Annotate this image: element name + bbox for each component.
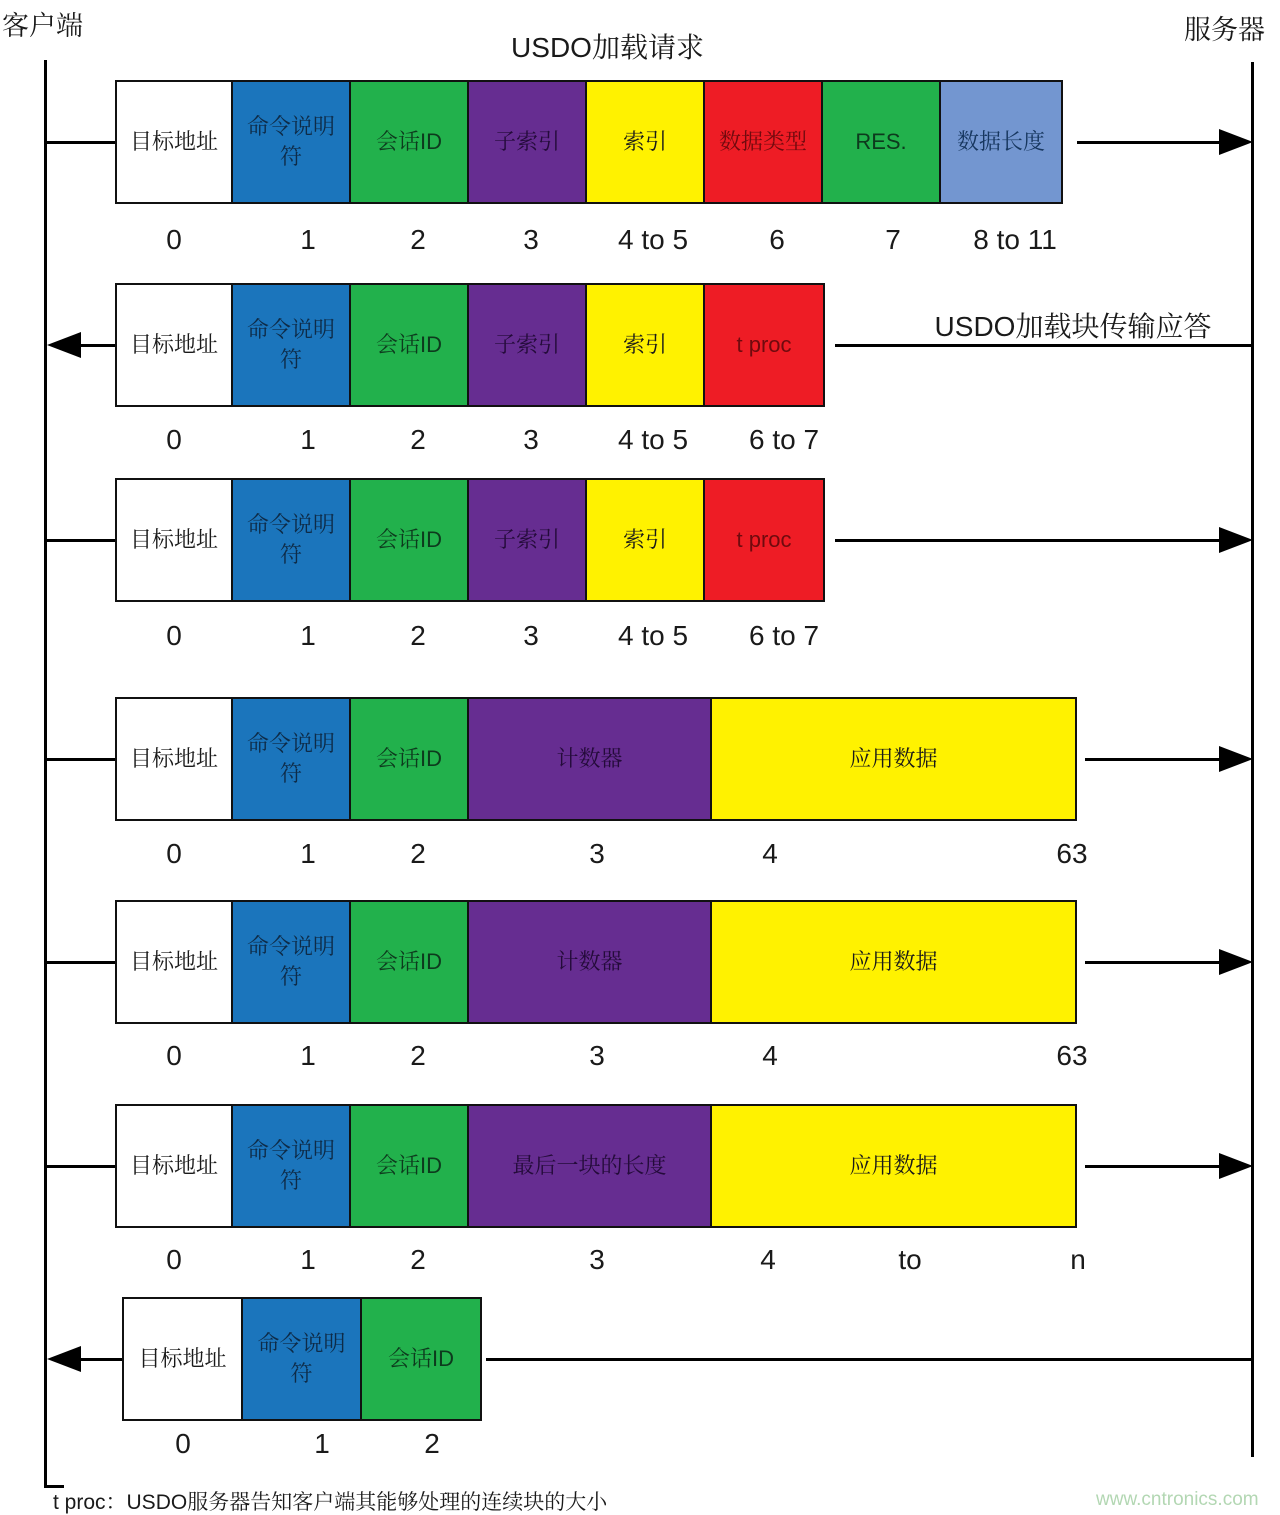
field-session-id: 会话ID <box>349 478 469 602</box>
field-target-address: 目标地址 <box>122 1297 243 1421</box>
byte-index-label: 2 <box>410 424 426 455</box>
field-session-id: 会话ID <box>349 80 469 204</box>
byte-index-label: 1 <box>300 1040 316 1071</box>
field-command-specifier: 命令说明符 <box>231 80 351 204</box>
byte-index-label: n <box>1070 1244 1086 1275</box>
field-app-data: 应用数据 <box>710 697 1077 821</box>
byte-index-label: 0 <box>166 620 182 651</box>
field-session-id: 会话ID <box>349 283 469 407</box>
arrow-to-client <box>47 332 81 358</box>
byte-index-label: 0 <box>166 1244 182 1275</box>
byte-index-label: 3 <box>589 838 605 869</box>
field-index: 索引 <box>585 80 705 204</box>
field-target-address: 目标地址 <box>115 478 233 602</box>
byte-index-label: 2 <box>410 1040 426 1071</box>
connector-line <box>46 758 115 761</box>
byte-index-label: 6 to 7 <box>748 620 820 651</box>
field-target-address: 目标地址 <box>115 283 233 407</box>
arrow-to-client <box>47 1346 81 1372</box>
field-command-specifier: 命令说明符 <box>231 478 351 602</box>
message-line <box>79 1358 122 1361</box>
byte-index-label: 1 <box>300 838 316 869</box>
byte-index-label: 4 to 5 <box>617 620 689 651</box>
field-tproc: t proc <box>703 283 825 407</box>
message-line <box>835 539 1222 542</box>
message-line <box>486 1358 1253 1361</box>
byte-index-label: 3 <box>523 424 539 455</box>
tproc-footnote: t proc：USDO服务器告知客户端其能够处理的连续块的大小 <box>53 1491 608 1514</box>
field-last-block-length: 最后一块的长度 <box>467 1104 712 1228</box>
byte-index-label: 4 to 5 <box>617 224 689 255</box>
field-command-specifier: 命令说明符 <box>231 900 351 1024</box>
byte-index-label: 4 to 5 <box>617 424 689 455</box>
field-session-id: 会话ID <box>349 900 469 1024</box>
byte-index-label: 2 <box>410 620 426 651</box>
field-target-address: 目标地址 <box>115 1104 233 1228</box>
frame-block-request <box>115 478 825 602</box>
byte-index-label: 1 <box>300 424 316 455</box>
byte-index-label: 0 <box>166 424 182 455</box>
byte-index-label: 1 <box>314 1428 330 1459</box>
response-message-label: USDO加载块传输应答 <box>934 311 1212 342</box>
byte-index-label: 63 <box>1056 838 1088 869</box>
frame-confirm <box>122 1297 482 1421</box>
byte-index-label: 2 <box>410 838 426 869</box>
byte-index-label: 3 <box>589 1244 605 1275</box>
byte-index-label: 3 <box>589 1040 605 1071</box>
field-subindex: 子索引 <box>467 478 587 602</box>
field-command-specifier: 命令说明符 <box>231 283 351 407</box>
byte-index-label: 2 <box>424 1428 440 1459</box>
byte-index-label: 4 <box>762 838 778 869</box>
field-command-specifier: 命令说明符 <box>241 1297 362 1421</box>
byte-index-label: to <box>898 1244 922 1275</box>
message-line <box>1085 961 1222 964</box>
field-res: RES. <box>821 80 941 204</box>
field-command-specifier: 命令说明符 <box>231 1104 351 1228</box>
message-line <box>1085 1165 1222 1168</box>
byte-index-label: 7 <box>885 224 901 255</box>
byte-index-label: 4 <box>762 1040 778 1071</box>
message-line <box>79 344 115 347</box>
arrow-to-server <box>1219 746 1253 772</box>
field-session-id: 会话ID <box>360 1297 482 1421</box>
field-counter: 计数器 <box>467 697 712 821</box>
field-command-specifier: 命令说明符 <box>231 697 351 821</box>
frame-load-request <box>115 80 1063 204</box>
connector-line <box>46 961 115 964</box>
field-data-type: 数据类型 <box>703 80 823 204</box>
message-line <box>1077 141 1222 144</box>
field-session-id: 会话ID <box>349 1104 469 1228</box>
field-index: 索引 <box>585 478 705 602</box>
arrow-to-server <box>1219 527 1253 553</box>
connector-line <box>46 539 115 542</box>
field-app-data: 应用数据 <box>710 900 1077 1024</box>
byte-index-label: 1 <box>300 620 316 651</box>
field-target-address: 目标地址 <box>115 80 233 204</box>
frame-block-response <box>115 283 825 407</box>
byte-index-label: 8 to 11 <box>973 224 1057 255</box>
field-subindex: 子索引 <box>467 283 587 407</box>
field-tproc: t proc <box>703 478 825 602</box>
field-index: 索引 <box>585 283 705 407</box>
byte-index-label: 3 <box>523 224 539 255</box>
byte-index-label: 6 <box>769 224 785 255</box>
byte-index-label: 2 <box>410 224 426 255</box>
diagram-title: USDO加载请求 <box>511 32 704 63</box>
connector-line <box>46 141 115 144</box>
server-label: 服务器 <box>1184 15 1265 45</box>
frame-data-segment-1 <box>115 697 1077 821</box>
field-app-data: 应用数据 <box>710 1104 1077 1228</box>
byte-index-label: 6 to 7 <box>748 424 820 455</box>
connector-line <box>46 1165 115 1168</box>
field-subindex: 子索引 <box>467 80 587 204</box>
frame-data-segment-2 <box>115 900 1077 1024</box>
byte-index-label: 0 <box>166 224 182 255</box>
byte-index-label: 2 <box>410 1244 426 1275</box>
arrow-to-server <box>1219 1153 1253 1179</box>
field-data-length: 数据长度 <box>939 80 1063 204</box>
arrow-to-server <box>1219 949 1253 975</box>
byte-index-label: 4 <box>760 1244 776 1275</box>
field-target-address: 目标地址 <box>115 900 233 1024</box>
field-session-id: 会话ID <box>349 697 469 821</box>
byte-index-label: 0 <box>175 1428 191 1459</box>
byte-index-label: 0 <box>166 838 182 869</box>
byte-index-label: 3 <box>523 620 539 651</box>
byte-index-label: 1 <box>300 1244 316 1275</box>
message-line <box>1085 758 1222 761</box>
byte-index-label: 63 <box>1056 1040 1088 1071</box>
watermark: www.cntronics.com <box>1096 1489 1259 1510</box>
arrow-to-server <box>1219 129 1253 155</box>
client-lifeline <box>44 60 47 1487</box>
byte-index-label: 0 <box>166 1040 182 1071</box>
frame-last-block <box>115 1104 1077 1228</box>
byte-index-label: 1 <box>300 224 316 255</box>
field-target-address: 目标地址 <box>115 697 233 821</box>
field-counter: 计数器 <box>467 900 712 1024</box>
client-label: 客户端 <box>2 11 83 41</box>
